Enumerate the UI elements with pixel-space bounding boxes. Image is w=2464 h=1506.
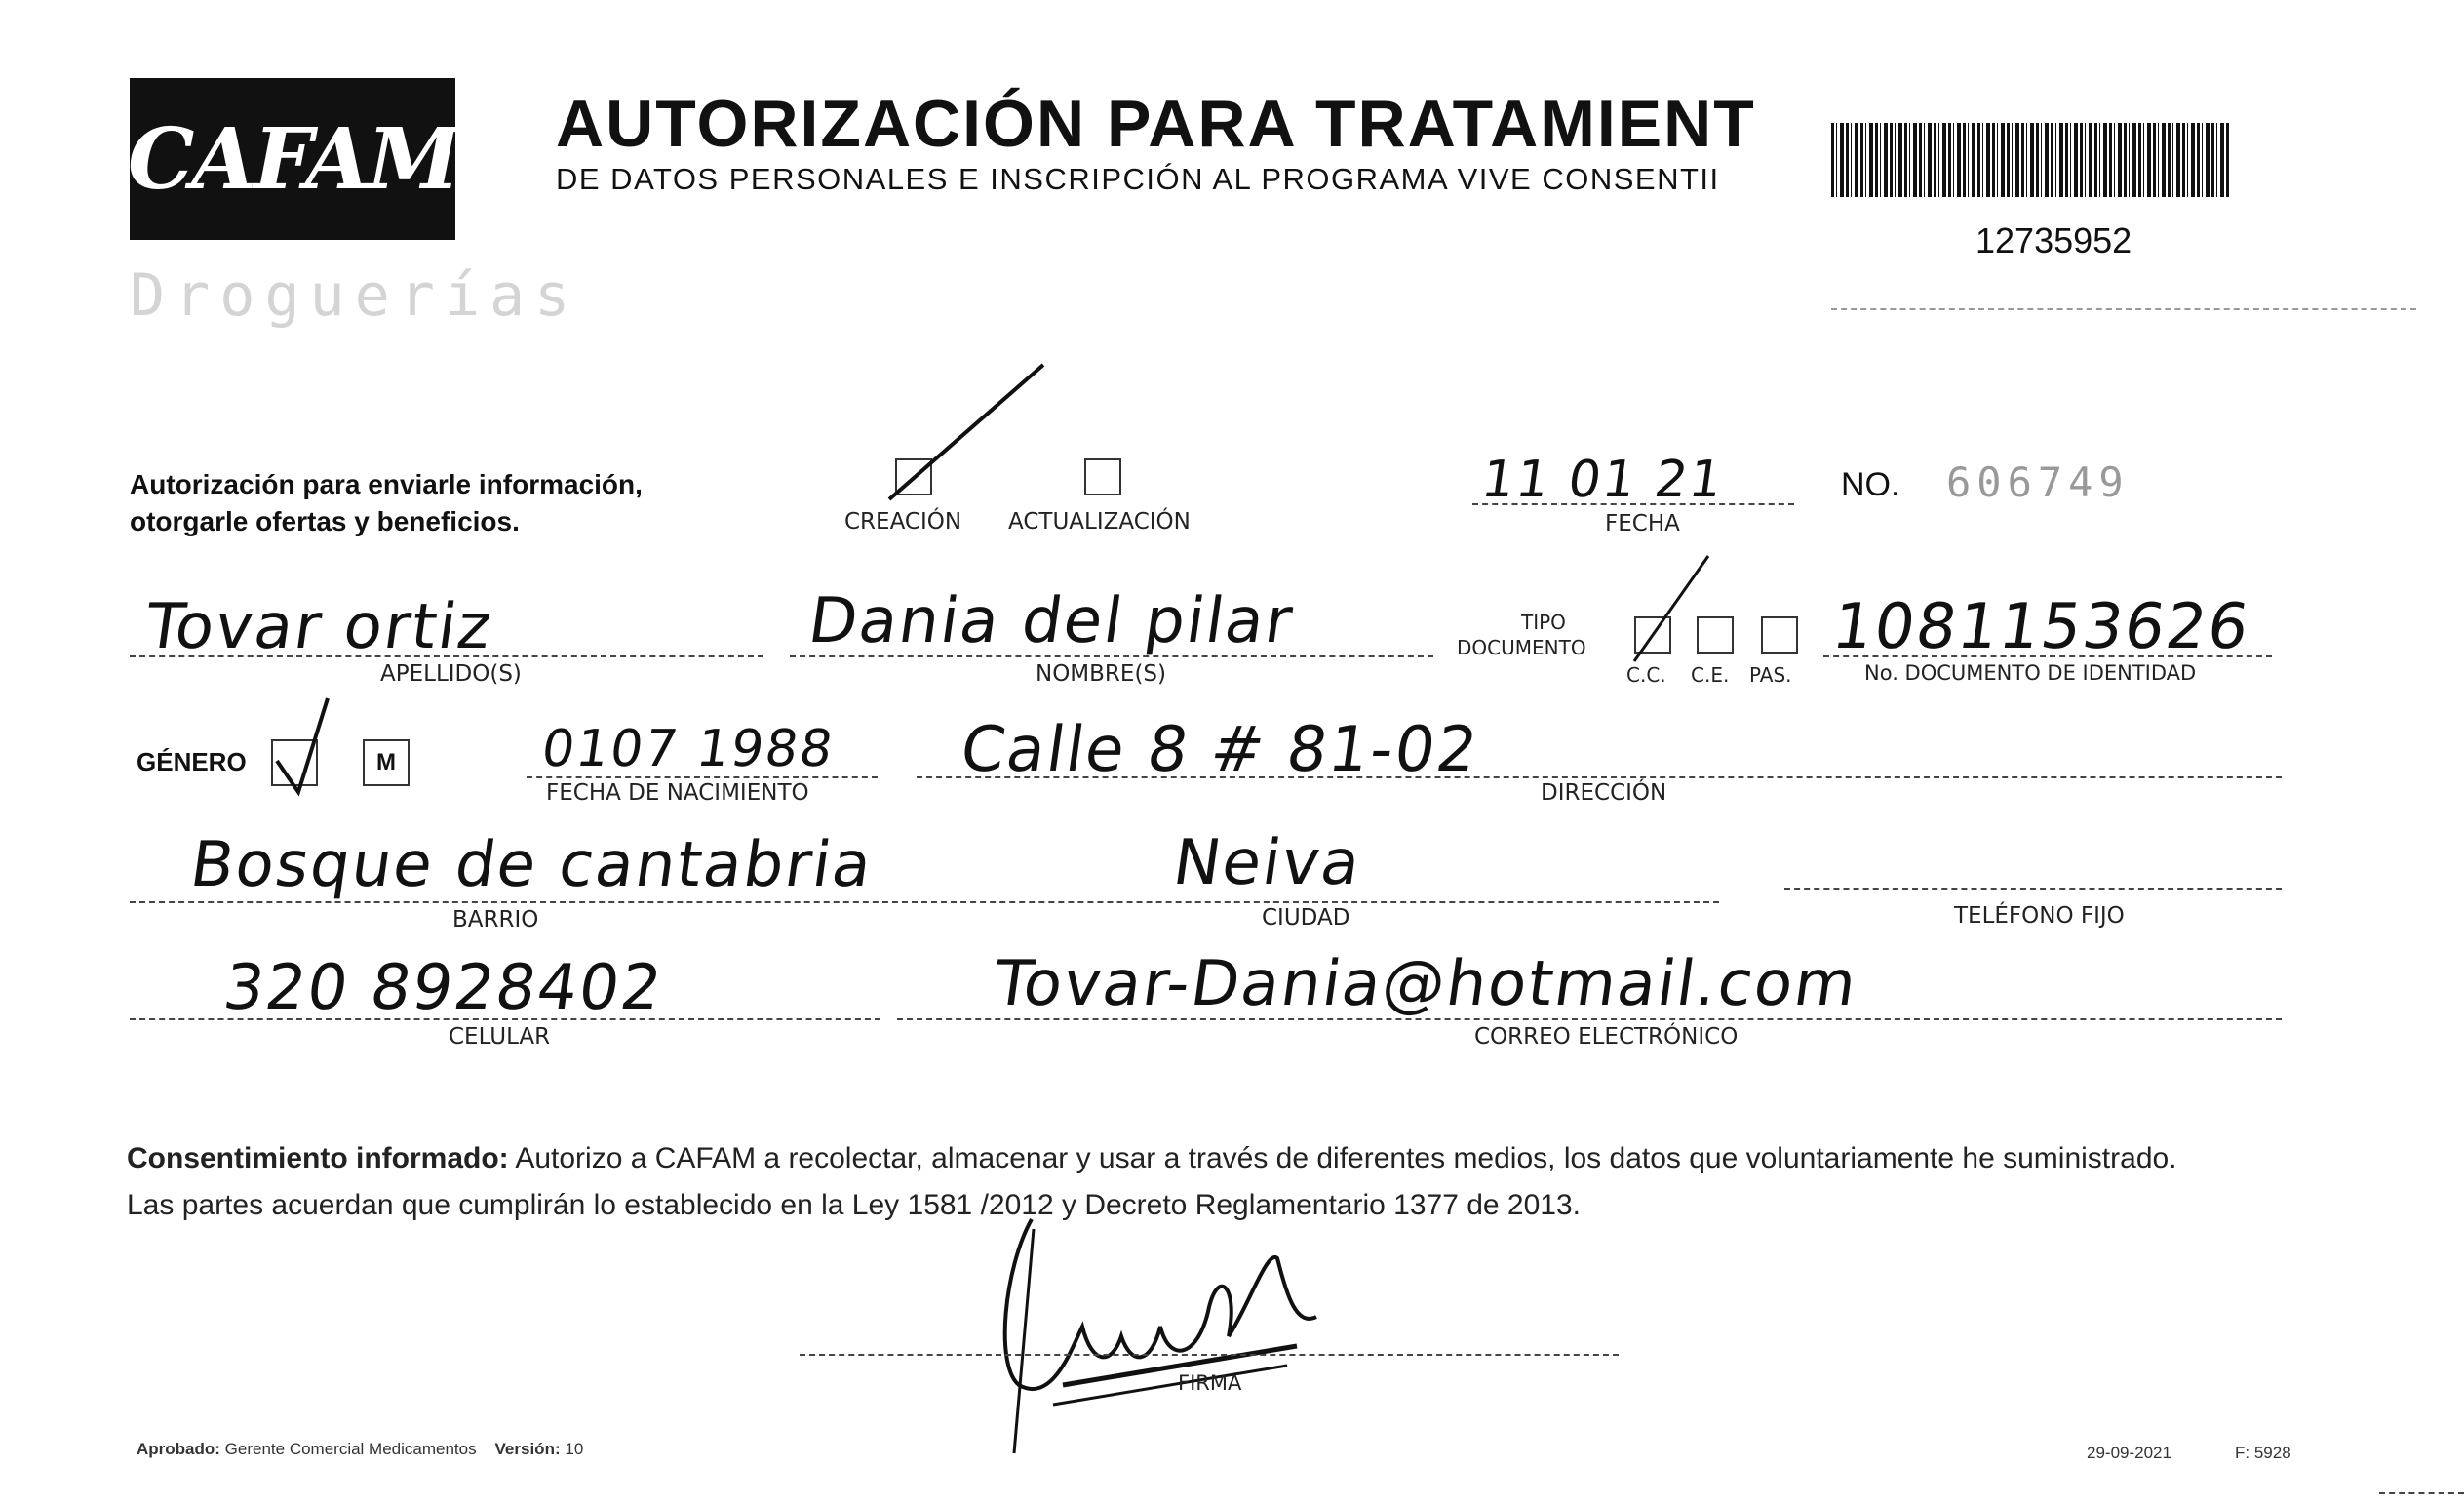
creacion-label: CREACIÓN [844,509,962,535]
apellidos-label: APELLIDO(S) [380,661,522,687]
nombres-value[interactable]: Dania del pilar [803,585,1299,657]
fecha-nacimiento-label: FECHA DE NACIMIENTO [546,780,809,806]
footer-date: 29-09-2021 [2087,1444,2171,1462]
consent-heading: Consentimiento informado: [127,1142,509,1174]
consent-text-2: Las partes acuerdan que cumplirán lo establecido en la Ley 1581 /2012 y Decreto Reglamentario 1377 de 2013. [127,1189,1581,1221]
direccion-value[interactable]: Calle 8 # 81-02 [956,714,1484,786]
fecha-value[interactable]: 11 01 21 [1477,451,1728,509]
logo-text: CAFAM [127,109,458,209]
intro-line-2: otorgarle ofertas y beneficios. [130,506,520,536]
intro-line-1: Autorización para enviarle información, [130,469,643,499]
tipo-documento-label-2: DOCUMENTO [1457,636,1586,659]
version-label: Versión: [494,1440,561,1458]
cc-label: C.C. [1626,663,1666,687]
numero-label: NO. [1841,466,1900,503]
nombres-label: NOMBRE(S) [1036,661,1166,687]
numero-value: 606749 [1946,458,2130,506]
approved-value: Gerente Comercial Medicamentos [224,1440,477,1458]
telefono-fijo-label: TELÉFONO FIJO [1954,903,2125,929]
ciudad-label: CIUDAD [1262,905,1350,931]
fecha-label: FECHA [1605,511,1680,536]
barrio-label: BARRIO [452,907,539,932]
genero-label: GÉNERO [137,747,247,776]
documento-value[interactable]: 1081153626 [1827,591,2255,663]
ciudad-value[interactable]: Neiva [1168,827,1367,899]
tipo-documento-label-1: TIPO [1521,611,1566,634]
genero-m-label: M [376,749,396,775]
form-subtitle: DE DATOS PERSONALES E INSCRIPCIÓN AL PROGRAMA VIVE CONSENTII [556,162,1720,196]
ce-label: C.E. [1691,663,1730,687]
footer-approval [137,1440,583,1459]
apellidos-value[interactable]: Tovar ortiz [140,591,498,663]
bottom-edge-dash [2379,1492,2464,1494]
correo-value[interactable]: Tovar-Dania@hotmail.com [989,948,1863,1020]
correo-label: CORREO ELECTRÓNICO [1474,1024,1739,1050]
celular-label: CELULAR [449,1024,551,1050]
barrio-value[interactable]: Bosque de cantabria [185,829,879,901]
barcode-number: 12735952 [1975,220,2132,260]
approved-label: Aprobado: [137,1440,220,1458]
firma-label: FIRMA [1178,1371,1242,1395]
celular-value[interactable]: 320 8928402 [218,952,668,1024]
documento-label: No. DOCUMENTO DE IDENTIDAD [1864,661,2197,685]
logo-subtitle: Droguerías [130,261,580,330]
pas-label: PAS. [1749,663,1792,687]
firma-line [800,1354,1619,1356]
consent-text-1: Autorizo a CAFAM a recolectar, almacenar y usar a través de diferentes medios, los datos que voluntariamente he suministrado. [508,1142,2177,1174]
form-title: AUTORIZACIÓN PARA TRATAMIENT [556,87,1756,161]
actualizacion-label: ACTUALIZACIÓN [1008,509,1191,535]
fecha-nacimiento-value[interactable]: 0107 1988 [537,720,839,778]
footer-code: F: 5928 [2235,1444,2291,1462]
version-value: 10 [565,1440,584,1458]
direccion-label: DIRECCIÓN [1541,780,1667,806]
